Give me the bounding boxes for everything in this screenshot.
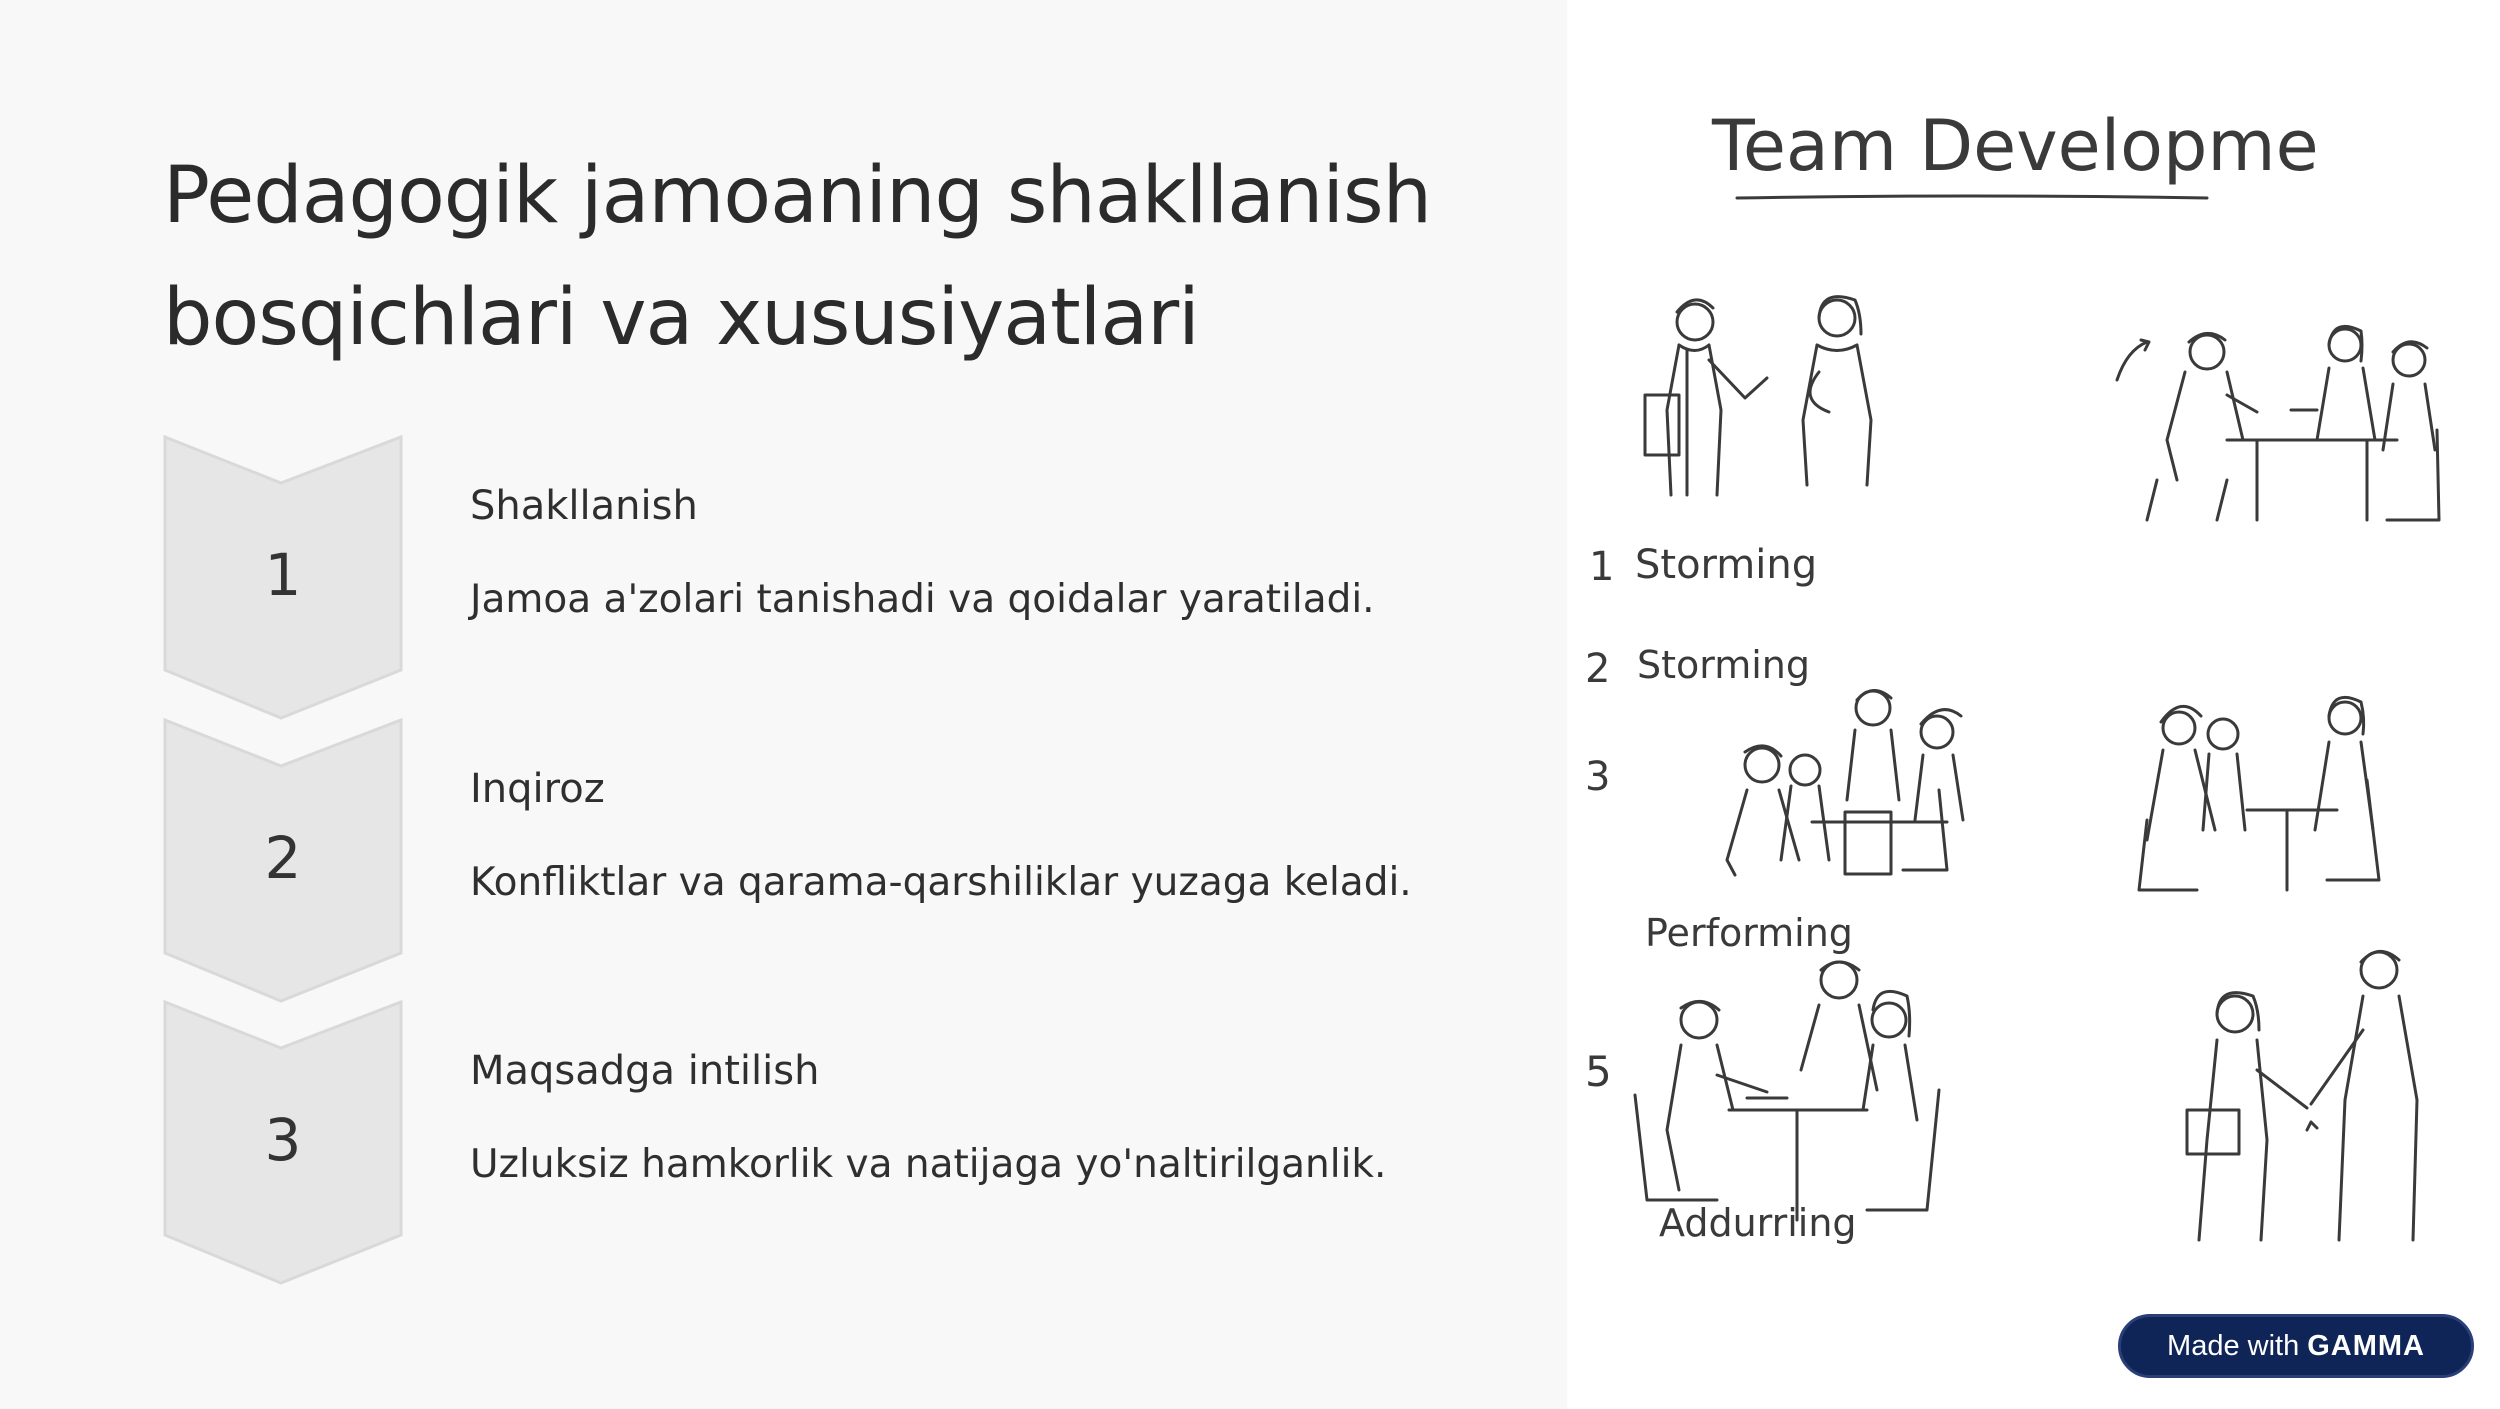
- illustration-panel: [1567, 0, 2500, 1409]
- label-number-2: 2: [1585, 646, 1611, 692]
- title-line-2: bosqichlari va xususiyatlari: [163, 273, 1199, 363]
- people-discussion-icon: [2139, 697, 2379, 890]
- label-storming-2: Storming: [1637, 643, 1811, 687]
- step-3: [163, 1000, 1463, 1270]
- step-description: Uzluksiz hamkorlik va natijaga yo'naltirilganlik.: [470, 1142, 1387, 1187]
- handshake-icon: [2187, 951, 2417, 1240]
- label-adjourning: Addurriing: [1659, 1201, 1857, 1245]
- step-number: 2: [264, 824, 302, 892]
- label-storming-1: Storming: [1635, 542, 1818, 588]
- label-number-1: 1: [1589, 544, 1615, 590]
- made-with-gamma-badge[interactable]: [2118, 1314, 2474, 1378]
- step-number: 3: [264, 1106, 302, 1174]
- step-description: Konfliktlar va qarama-qarshiliklar yuzaga keladi.: [470, 860, 1412, 905]
- label-performing: Performing: [1645, 911, 1853, 955]
- team-table-icon: [1635, 962, 1939, 1220]
- step-1: [163, 435, 1463, 705]
- people-at-table-icon: [2117, 326, 2439, 520]
- step-title: Inqiroz: [470, 766, 605, 812]
- step-number: 1: [264, 541, 302, 609]
- title-line-1: Pedagogik jamoaning shakllanish: [163, 151, 1432, 241]
- slide-title: [163, 135, 1513, 379]
- illustration-heading: Team Developme: [1712, 105, 2319, 187]
- step-description: Jamoa a'zolari tanishadi va qoidalar yaratiladi.: [470, 577, 1375, 622]
- step-title: Maqsadga intilish: [470, 1048, 820, 1094]
- step-title: Shakllanish: [470, 483, 698, 529]
- label-number-3: 3: [1585, 754, 1611, 800]
- label-number-5: 5: [1585, 1047, 1612, 1096]
- step-2: [163, 718, 1463, 988]
- people-standing-icon: [1645, 297, 1871, 495]
- badge-prefix: Made with: [2167, 1329, 2300, 1362]
- people-meeting-icon: [1727, 690, 1963, 875]
- team-development-sketch: [1567, 0, 2500, 1409]
- gamma-logo: GAMMA: [2307, 1329, 2425, 1362]
